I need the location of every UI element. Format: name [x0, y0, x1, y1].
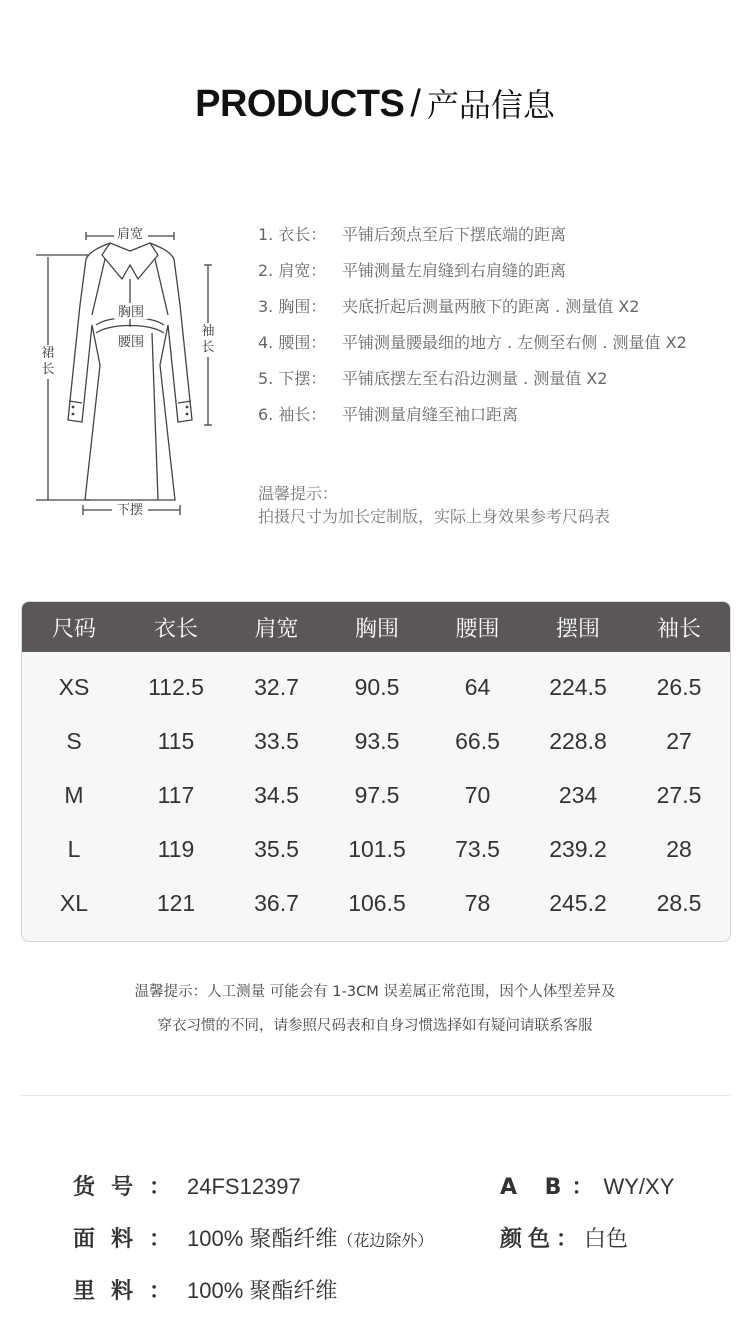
color-value: 白色: [584, 1226, 629, 1251]
ab-code-value: WY/XY: [603, 1174, 675, 1199]
diagram-label-sleeve: 袖长: [201, 324, 215, 355]
page-title: [0, 80, 750, 126]
table-row: [22, 660, 730, 714]
photo-tip: [258, 482, 610, 528]
value-cell: 121: [156, 889, 196, 916]
value-cell: 97.5: [354, 781, 400, 808]
item-number: [73, 1170, 301, 1201]
header-cell: 摆围: [555, 616, 600, 642]
color: [500, 1222, 628, 1253]
size-cell: L: [67, 835, 81, 862]
value-cell: 117: [157, 781, 195, 808]
value-cell: 34.5: [254, 781, 299, 808]
diagram-label-shoulder: 肩宽: [116, 227, 144, 242]
item-number-value: 24FS12397: [187, 1174, 301, 1199]
table-row: [22, 822, 730, 876]
fabric-label: 面料：: [73, 1227, 188, 1252]
table-row: [22, 768, 730, 822]
measure-item: 1. 衣长： 平铺后颈点至后下摆底端的距离: [258, 225, 567, 244]
value-cell: 27: [666, 727, 692, 754]
value-cell: 32.7: [254, 673, 299, 700]
ab-code: [500, 1170, 674, 1201]
header-cell: 胸围: [354, 616, 399, 642]
measurement-notice-line1: 温馨提示：人工测量 可能会有 1-3CM 误差属正常范围，因个人体型差异及: [134, 984, 616, 1000]
item-number-label: 货号：: [73, 1175, 188, 1200]
fabric: [73, 1222, 433, 1253]
tip-text: 拍摄尺寸为加长定制版，实际上身效果参考尺码表: [258, 507, 611, 526]
value-cell: 245.2: [549, 889, 607, 916]
title-en: PRODUCTS: [195, 83, 405, 125]
header-cell: 衣长: [153, 616, 198, 642]
header-cell: 尺码: [51, 616, 96, 642]
value-cell: 66.5: [455, 727, 500, 754]
value-cell: 239.2: [549, 835, 607, 862]
diagram-label-hem: 下摆: [116, 503, 144, 518]
value-cell: 93.5: [354, 727, 400, 754]
size-cell: XS: [58, 673, 90, 700]
value-cell: 228.8: [549, 727, 607, 754]
value-cell: 73.5: [455, 835, 500, 862]
diagram-label-waist: 腰围: [117, 335, 145, 350]
fabric-value: 100% 聚酯纤维: [187, 1226, 338, 1251]
value-cell: 36.7: [254, 889, 299, 916]
value-cell: 119: [157, 835, 195, 862]
measure-item: 2. 肩宽： 平铺测量左肩缝到右肩缝的距离: [258, 261, 567, 280]
size-cell: XL: [59, 889, 89, 916]
lining-value: 100% 聚酯纤维: [187, 1278, 338, 1303]
table-row: [22, 876, 730, 930]
diagram-label-chest: 胸围: [117, 305, 145, 320]
header-cell: 腰围: [455, 616, 500, 642]
value-cell: 64: [464, 673, 491, 700]
size-cell: S: [66, 727, 82, 754]
size-table: [21, 601, 731, 942]
value-cell: 35.5: [254, 835, 299, 862]
value-cell: 224.5: [549, 673, 607, 700]
value-cell: 234: [558, 781, 598, 808]
value-cell: 90.5: [354, 673, 400, 700]
measure-item: 5. 下摆： 平铺底摆左至右沿边测量 . 测量值 X2: [258, 369, 608, 388]
header-cell: 肩宽: [254, 616, 299, 642]
header-cell: 袖长: [656, 616, 701, 642]
value-cell: 28.5: [656, 889, 702, 916]
size-cell: M: [64, 781, 84, 808]
title-separator: /: [410, 83, 421, 125]
lining: [73, 1274, 337, 1305]
measure-item: 4. 腰围： 平铺测量腰最细的地方 . 左侧至右侧 . 测量值 X2: [258, 333, 687, 352]
value-cell: 115: [157, 727, 195, 754]
value-cell: 33.5: [254, 727, 299, 754]
value-cell: 101.5: [348, 835, 406, 862]
measure-item: 6. 袖长： 平铺测量肩缝至袖口距离: [258, 405, 519, 424]
diagram-label-length: 裙长: [41, 346, 55, 377]
value-cell: 26.5: [656, 673, 702, 700]
size-table-header: [22, 602, 730, 652]
fabric-note: （花边除外）: [337, 1231, 434, 1250]
value-cell: 70: [464, 781, 491, 808]
ab-code-label: A B：: [500, 1175, 604, 1200]
measurement-guide: [258, 222, 687, 438]
value-cell: 27.5: [656, 781, 702, 808]
lining-label: 里料：: [73, 1279, 188, 1304]
value-cell: 106.5: [348, 889, 406, 916]
tip-title: 温馨提示：: [258, 484, 339, 503]
value-cell: 112.5: [148, 673, 204, 700]
color-label: 颜色：: [500, 1227, 585, 1252]
dress-measurement-diagram: [30, 215, 230, 525]
value-cell: 28: [666, 835, 692, 862]
value-cell: 78: [464, 889, 491, 916]
title-zh: 产品信息: [426, 86, 555, 124]
measurement-notice-line2: 穿衣习惯的不同，请参照尺码表和自身习惯选择如有疑问请联系客服: [157, 1018, 593, 1034]
section-divider: [20, 1095, 730, 1096]
measure-item: 3. 胸围： 夹底折起后测量两腋下的距离 . 测量值 X2: [258, 297, 640, 316]
table-row: [22, 714, 730, 768]
